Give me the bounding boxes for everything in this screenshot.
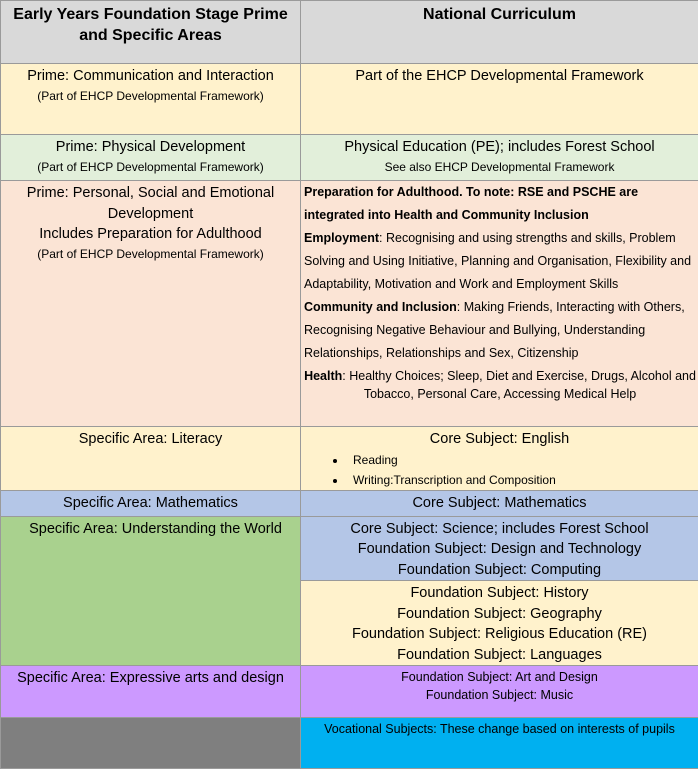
cell-literacy-eyfs [1,427,301,491]
world-re: Foundation Subject: Religious Education (RE) [303,624,696,645]
physical-note: (Part of EHCP Developmental Framework) [3,158,298,176]
header-national-curriculum: National Curriculum [301,1,698,64]
cell-physical-nc [301,135,698,181]
cell-pse-eyfs [1,181,301,427]
physical-title: Prime: Physical Development [3,135,298,158]
mathematics-title: Specific Area: Mathematics [3,491,298,514]
cell-world-nc-b [301,581,698,666]
pse-title: Prime: Personal, Social and Emotional Development [3,181,298,224]
pse-note: (Part of EHCP Developmental Framework) [3,245,298,263]
world-history: Foundation Subject: History [303,581,696,604]
cell-communication-nc [301,64,698,135]
vocational-text: Vocational Subjects: These change based on interests of pupils [303,718,696,738]
world-dt: Foundation Subject: Design and Technology [303,539,696,560]
cell-world-eyfs [1,516,301,666]
row-mathematics [1,490,698,516]
pfa-community [303,296,696,365]
pfa-note: . To note: RSE and PSCHE are integrated into Health and Community Inclusion [304,185,638,222]
literacy-title: Specific Area: Literacy [3,427,298,450]
community-text: : Making Friends, Interacting with Others, Recognising Negative Behaviour and Bullying, Understanding Relationships, Relationships and Sex, Citizenship [304,300,685,360]
health-label: Health [304,369,342,383]
cell-world-nc-a [301,516,698,581]
cell-pse-nc [301,181,698,427]
employment-text: : Recognising and using strengths and skills, Problem Solving and Using Initiative, Planning and Organisation, Flexibility and Adaptability, Motivation and Work and Employment Skills [304,231,691,291]
cell-communication-eyfs [1,64,301,135]
row-arts [1,666,698,718]
literacy-bullet-list [303,450,696,490]
cell-mathematics-eyfs [1,490,301,516]
employment-label: Employment [304,231,379,245]
bullet-writing: • Writing:Transcription and Composition [347,470,696,490]
cell-arts-nc [301,666,698,718]
cell-literacy-nc [301,427,698,491]
arts-title: Specific Area: Expressive arts and design [3,666,298,689]
physical-nc-text: Physical Education (PE); includes Forest School [303,135,696,158]
community-label: Community and Inclusion [304,300,457,314]
header-row [1,1,698,64]
world-science: Core Subject: Science; includes Forest School [303,517,696,540]
arts-art-design: Foundation Subject: Art and Design [303,666,696,686]
row-literacy [1,427,698,491]
world-geography: Foundation Subject: Geography [303,604,696,625]
communication-title: Prime: Communication and Interaction [3,64,298,87]
row-communication [1,64,698,135]
cell-arts-eyfs [1,666,301,718]
row-world-a [1,516,698,581]
communication-note: (Part of EHCP Developmental Framework) [3,87,298,105]
pse-adulthood: Includes Preparation for Adulthood [3,224,298,245]
world-computing: Foundation Subject: Computing [303,560,696,581]
physical-nc-note: See also EHCP Developmental Framework [303,158,696,176]
communication-nc-text: Part of the EHCP Developmental Framework [303,64,696,87]
literacy-nc-title: Core Subject: English [303,427,696,450]
arts-music: Foundation Subject: Music [303,686,696,704]
pfa-health [303,365,696,403]
cell-physical-eyfs [1,135,301,181]
mathematics-nc-text: Core Subject: Mathematics [303,491,696,514]
pfa-title: Preparation for Adulthood [304,185,459,199]
row-personal-social [1,181,698,427]
row-physical [1,135,698,181]
pfa-intro [303,181,696,227]
cell-mathematics-nc [301,490,698,516]
world-title: Specific Area: Understanding the World [3,517,298,540]
health-text: : Healthy Choices; Sleep, Diet and Exercise, Drugs, Alcohol and Tobacco, Personal Care, Accessing Medical Help [342,369,696,401]
pfa-employment [303,227,696,296]
header-eyfs: Early Years Foundation Stage Prime and Specific Areas [1,1,301,64]
world-languages: Foundation Subject: Languages [303,645,696,666]
bullet-reading: • Reading [347,450,696,470]
